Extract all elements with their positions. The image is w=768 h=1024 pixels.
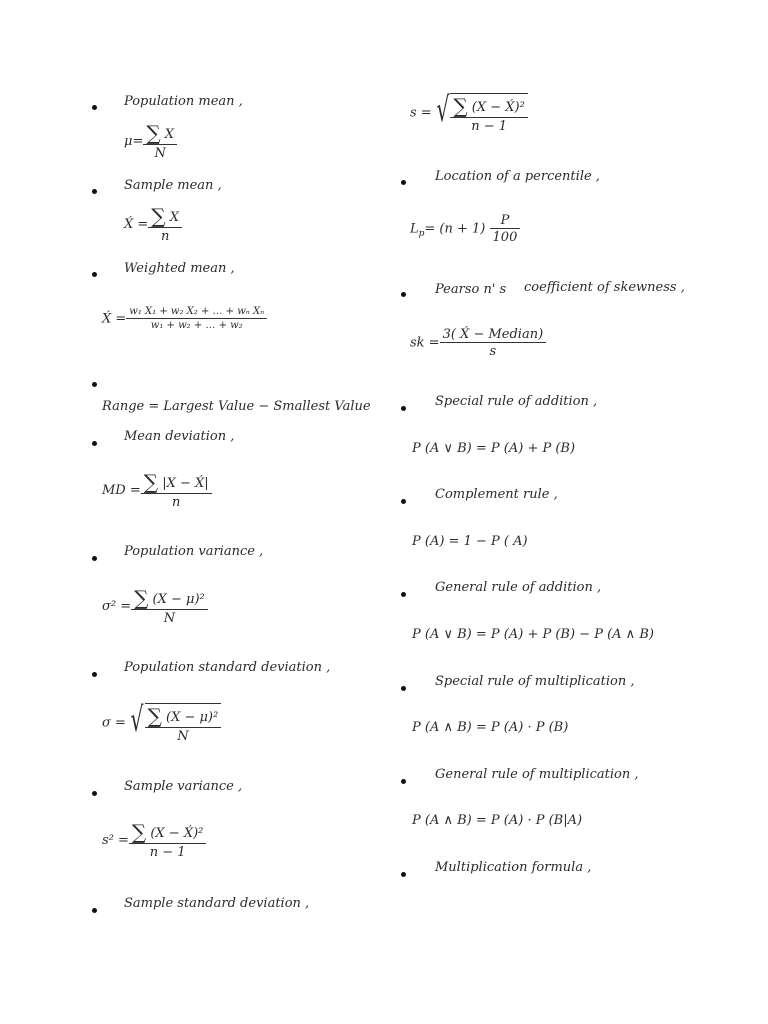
population-mean-formula: μ= $\frac{\sum X}{N}$ [124,123,177,160]
sample-variance-label: Sample variance , [124,779,243,794]
bullet-icon [92,189,97,194]
complement-rule-formula: P (A) = 1 − P ( A) [412,534,528,549]
bullet-icon [401,686,406,691]
bullet-icon [401,872,406,877]
sample-mean-label: Sample mean , [124,178,222,193]
population-sd-label: Population standard deviation , [124,660,331,675]
bullet-icon [401,292,406,297]
population-variance-formula: σ² = $\frac{\text{∑ (X − μ)²}}{N}$ [102,588,208,625]
percentile-label: Location of a percentile , [435,169,600,184]
bullet-icon [401,592,406,597]
bullet-icon [92,441,97,446]
range-formula: Range = Largest Value − Smallest Value [102,399,371,414]
general-addition-label: General rule of addition , [435,580,602,595]
weighted-mean-label: Weighted mean , [124,261,235,276]
bullet-icon [92,908,97,913]
bullet-icon [92,105,97,110]
complement-rule-label: Complement rule , [435,487,558,502]
general-multiplication-formula: P (A ∧ B) = P (A) · P (B|A) [412,813,583,828]
bullet-icon [92,791,97,796]
special-multiplication-formula: P (A ∧ B) = P (A) · P (B) [412,720,569,735]
bullet-icon [401,779,406,784]
percentile-formula: $L_p= (n + 1)$ $\frac{P}{100}$ [410,214,520,244]
bullet-icon [92,672,97,677]
bullet-icon [401,499,406,504]
bullet-icon [401,406,406,411]
sample-mean-formula: X́ = $\frac{\sum X}{n}$ [124,206,182,243]
special-addition-label: Special rule of addition , [435,394,598,409]
special-multiplication-label: Special rule of multiplication , [435,674,635,689]
general-addition-formula: P (A ∨ B) = P (A) + P (B) − P (A ∧ B) [412,627,654,642]
pearson-formula: sk = $\frac{\text{3( X́ − Median)}}{s}$ [410,328,546,358]
bullet-icon [92,272,97,277]
population-sd-formula: σ = √ $\frac{\text{∑ (X − μ)²}}{N}$ [102,703,221,743]
population-variance-label: Population variance , [124,544,264,559]
general-multiplication-label: General rule of multiplication , [435,767,639,782]
sample-sd-formula: s = √ $\frac{\text{∑ (X − X́)²}}{n - 1}$ [410,93,528,133]
sample-variance-formula: s² = $\frac{\text{∑ (X − X́)²}}{n - 1}$ [102,822,206,859]
multiplication-formula-label: Multiplication formula , [435,860,592,875]
population-mean-label: Population mean , [124,94,243,109]
pearson-label-a: Pearso n' s [435,282,507,297]
sample-sd-label: Sample standard deviation , [124,896,310,911]
special-addition-formula: P (A ∨ B) = P (A) + P (B) [412,441,576,456]
weighted-mean-formula: X́ = $\frac{\text{w₁ X₁ + w₂ X₂ + … + wₙ Xₙ}}{\text{w₁ + w₂ + … + w₂}}$ [102,307,267,331]
bullet-icon [92,382,97,387]
bullet-icon [92,556,97,561]
bullet-icon [401,180,406,185]
mean-deviation-formula: MD = $\frac{\sum |X - X́|}{n}$ [102,472,212,509]
pearson-label-b: coefficient of skewness , [524,280,685,295]
mean-deviation-label: Mean deviation , [124,429,235,444]
